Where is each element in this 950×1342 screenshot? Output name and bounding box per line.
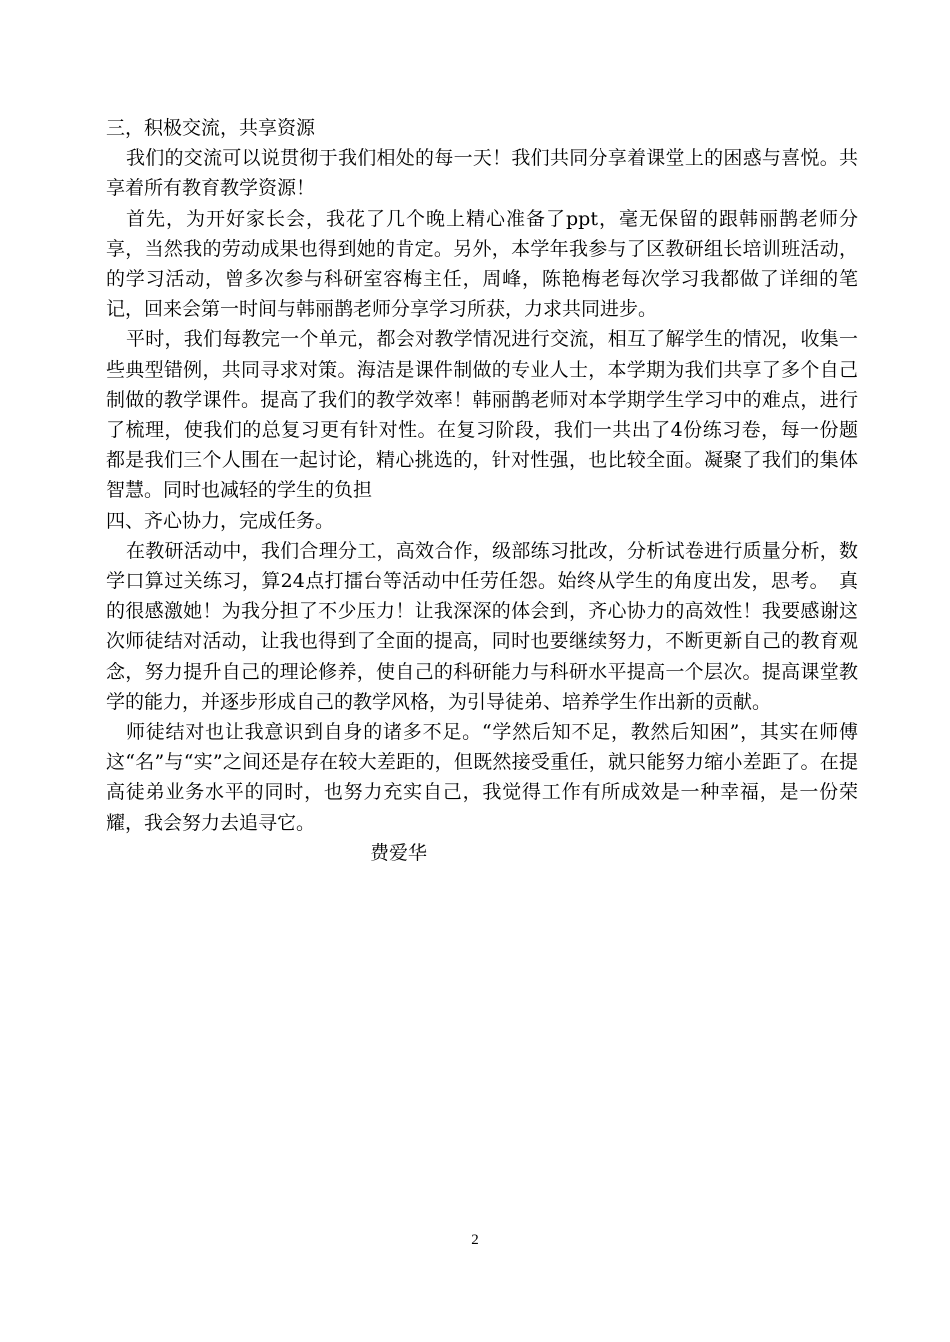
paragraph: 平时，我们每教完一个单元，都会对教学情况进行交流，相互了解学生的情况，收集一些典型错例，共同寻求对策。海洁是课件制做的专业人士，本学期为我们共享了多个自己制做的教学课件。提高了我们的教学效率！韩丽鹊老师对本学期学生学习中的难点，进行了梳理，使我们的总复习更有针对性。在复习阶段，我们一共出了4份练习卷，每一份题都是我们三个人围在一起讨论，精心挑选的，针对性强，也比较全面。凝聚了我们的集体智慧。同时也减轻的学生的负担: [106, 328, 858, 502]
paragraph: 在教研活动中，我们合理分工，高效合作，级部练习批改，分析试卷进行质量分析，数学口算过关练习，算24点打擂台等活动中任劳任怨。始终从学生的角度出发，思考。 真的很感激她！为我分担了不少压力！让我深深的体会到，齐心协力的高效性！我要感谢这次师徒结对活动，让我也得到了全面的提高，同时也要继续努力，不断更新自己的教育观念，努力提升自己的理论修养，使自己的科研能力与科研水平提高一个层次。提高课堂教学的能力，并逐步形成自己的教学风格，为引导徒弟、培养学生作出新的贡献。: [106, 539, 858, 713]
section-heading: 四、齐心协力，完成任务。: [106, 509, 335, 532]
section-heading: 三，积极交流，共享资源: [106, 117, 316, 139]
page-number: 2: [471, 1232, 479, 1248]
paragraph: 师徒结对也让我意识到自身的诸多不足。“学然后知不足，教然后知困”，其实在师傅这“名”与“实”之间还是存在较大差距的，但既然接受重任，就只能努力缩小差距了。在提高徒弟业务水平的同时，也努力充实自己，我觉得工作有所成效是一种幸福，是一份荣耀，我会努力去追寻它。: [106, 721, 858, 834]
author-signature: 费爱华: [370, 841, 428, 864]
paragraph: 我们的交流可以说贯彻于我们相处的每一天！我们共同分享着课堂上的困惑与喜悦。共享着所有教育教学资源！: [106, 147, 858, 200]
paragraph: 首先，为开好家长会，我花了几个晚上精心准备了ppt，毫无保留的跟韩丽鹊老师分享，当然我的劳动成果也得到她的肯定。另外，本学年我参与了区教研组长培训班活动，的学习活动，曾多次参与科研室容梅主任，周峰，陈艳梅老每次学习我都做了详细的笔记，回来会第一时间与韩丽鹊老师分享学习所获，力求共同进步。: [106, 207, 858, 321]
document-body: [106, 113, 858, 868]
